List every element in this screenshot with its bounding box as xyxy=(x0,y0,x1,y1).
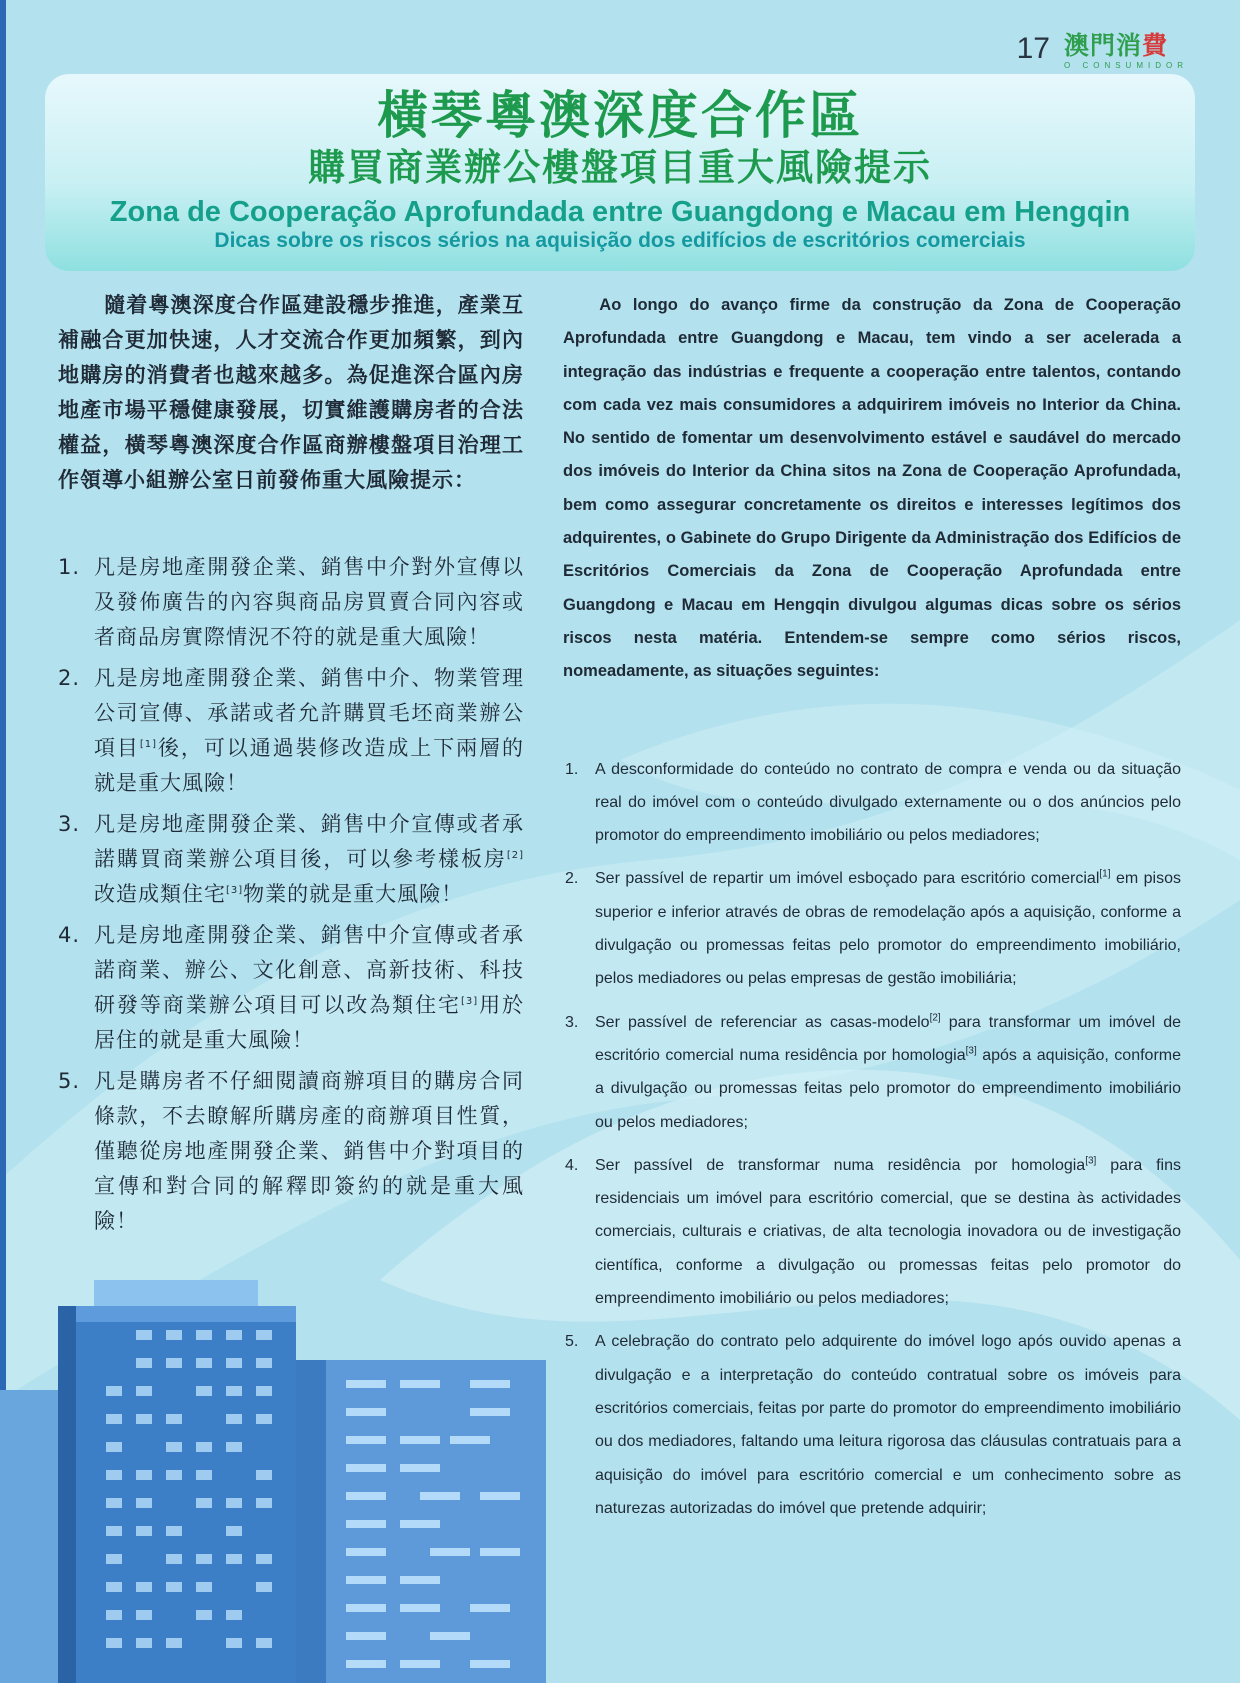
page-number: 17 xyxy=(1016,32,1050,65)
footnote-ref: [2] xyxy=(929,1012,941,1024)
chinese-column xyxy=(58,288,524,1245)
page-header xyxy=(1017,32,1188,70)
list-item: 1. 凡是房地產開發企業、銷售中介對外宣傳以及發佈廣告的內容與商品房買賣合同內容或者商品房實際情況不符的就是重大風險！ xyxy=(58,555,524,649)
title-zh-line2: 購買商業辦公樓盤項目重大風險提示 xyxy=(308,146,932,189)
list-item: 1. A desconformidade do conteúdo no contrato de compra e venda ou da situação real do imóvel com o conteúdo divulgado externamente ou o dos anúncios pelo promotor do empreendimento imobiliário ou pelos mediadores; xyxy=(565,760,1181,845)
logo-subtitle: O CONSUMIDOR xyxy=(1064,61,1188,70)
list-item: 2. 凡是房地產開發企業、銷售中介、物業管理公司宣傳、承諾或者允許購買毛坯商業辦公項目[1]後，可以通過裝修改造成上下兩層的就是重大風險！ xyxy=(58,666,525,795)
zh-risk-list xyxy=(58,550,524,1239)
pt-risk-list xyxy=(563,753,1181,1526)
zh-intro-paragraph: 隨着粵澳深度合作區建設穩步推進，產業互補融合更加快速，人才交流合作更加頻繁，到內地購房的消費者也越來越多。為促進深合區內房地產市場平穩健康發展，切實維護購房者的合法權益，橫琴粵澳深度合作區商辦樓盤項目治理工作領導小組辦公室日前發佈重大風險提示： xyxy=(58,293,524,492)
footnote-ref: [3] xyxy=(460,996,479,1007)
list-item: 3. 凡是房地產開發企業、銷售中介宣傳或者承諾購買商業辦公項目後，可以參考樣板房[2]改造成類住宅[3]物業的就是重大風險！ xyxy=(58,812,524,906)
title-zh-line1: 橫琴粵澳深度合作區 xyxy=(376,87,863,146)
consumer-logo xyxy=(1064,32,1188,70)
list-item: 5. A celebração do contrato pelo adquirente do imóvel logo após ouvido apenas a divulgação e a interpretação do conteúdo contratual sobre os imóveis para escritórios comerciais, feitas por parte do promotor do empreendimento imobiliário ou dos mediadores, faltando uma leitura rigorosa das cláusulas contratuais para a aquisição do imóvel para escritório comercial e um conhecimento sobre as naturezas autorizadas do imóvel que pretende adquirir; xyxy=(565,1333,1181,1517)
title-pt-line1: Zona de Cooperação Aprofundada entre Guangdong e Macau em Hengqin xyxy=(109,196,1131,228)
pt-intro-paragraph: Ao longo do avanço firme da construção da Zona de Cooperação Aprofundada entre Guangdong e Macau, tem vindo a ser acelerada a integração das indústrias e frequente a cooperação entre talentos, contando com cada vez mais consumidores a adquirirem imóveis no Interior da China. No sentido de fomentar um desenvolvimento estável e saudável do mercado dos imóveis do Interior da China sitos na Zona de Cooperação Aprofundada, bem como assegurar concretamente os direitos e interesses legítimos dos adquirentes, o Gabinete do Grupo Dirigente da Administração dos Edifícios de Escritórios Comerciais da Zona de Cooperação Aprofundada entre Guangdong e Macau em Hengqin divulgou algumas dicas sobre os sérios riscos nesta matéria. Entendem-se sempre como sérios riscos, nomeadamente, as situações seguintes: xyxy=(563,296,1181,681)
title-banner xyxy=(45,74,1195,271)
portuguese-column xyxy=(563,289,1181,1535)
logo-text-red: 費 xyxy=(1142,31,1169,60)
list-item: 3. Ser passível de referenciar as casas-modelo[2] para transformar um imóvel de escritório comercial numa residência por homologia[3] após a aquisição, conforme a divulgação ou promessas feitas pelo promotor do empreendimento imobiliário ou pelos mediadores; xyxy=(565,1012,1181,1131)
title-pt-line2: Dicas sobre os riscos sérios na aquisição dos edifícios de escritórios comerciais xyxy=(214,229,1026,252)
footnote-ref: [2] xyxy=(506,850,524,861)
buildings-illustration xyxy=(0,1280,560,1683)
footnote-ref: [3] xyxy=(965,1045,977,1057)
list-item: 5. 凡是購房者不仔細閱讀商辦項目的購房合同條款，不去瞭解所購房產的商辦項目性質，僅聽從房地產開發企業、銷售中介對項目的宣傳和對合同的解釋即簽約的就是重大風險！ xyxy=(58,1069,524,1233)
list-item: 4. Ser passível de transformar numa residência por homologia[3] para fins residenciais um imóvel para escritório comercial, que se destina às actividades comerciais, culturais e criativas, de alta tecnologia inovadora ou de investigação científica, conforme a divulgação ou promessas feitas pelo promotor do empreendimento imobiliário ou pelos mediadores; xyxy=(565,1155,1181,1308)
list-item: 2. Ser passível de repartir um imóvel esboçado para escritório comercial[1] em pisos superior e inferior através de obras de remodelação após a aquisição, conforme a divulgação ou promessas feitas pelo promotor do empreendimento imobiliário, pelos mediadores ou pelas empresas de gestão imobiliária; xyxy=(565,869,1181,988)
footnote-ref: [1] xyxy=(139,739,158,750)
footnote-ref: [1] xyxy=(1099,869,1111,881)
logo-text: 澳門消 xyxy=(1064,31,1143,60)
list-item: 4. 凡是房地產開發企業、銷售中介宣傳或者承諾商業、辦公、文化創意、高新技術、科技研發等商業辦公項目可以改為類住宅[3]用於居住的就是重大風險！ xyxy=(58,923,525,1052)
footnote-ref: [3] xyxy=(226,885,244,896)
footnote-ref: [3] xyxy=(1085,1155,1097,1167)
